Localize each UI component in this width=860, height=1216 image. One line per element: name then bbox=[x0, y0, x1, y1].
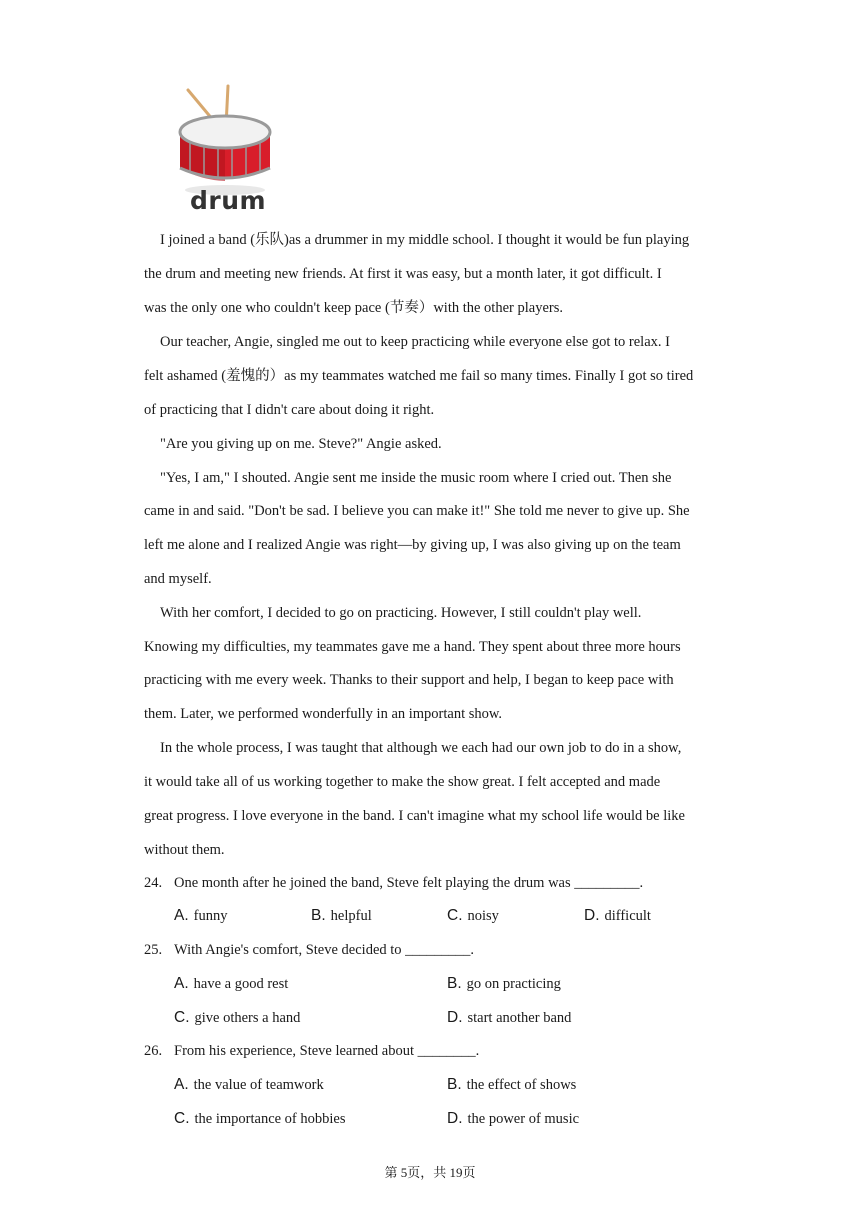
option-letter: A. bbox=[174, 1076, 189, 1093]
option-b[interactable] bbox=[447, 1075, 576, 1095]
option-letter: C. bbox=[447, 907, 463, 924]
passage-line: "Yes, I am," I shouted. Angie sent me inside the music room where I cried out. Then she bbox=[160, 470, 672, 486]
option-letter: B. bbox=[447, 975, 462, 992]
passage-line: it would take all of us working together to make the show great. I felt accepted and made bbox=[144, 774, 661, 790]
option-c[interactable] bbox=[174, 1109, 346, 1129]
passage-line: Our teacher, Angie, singled me out to keep practicing while everyone else got to relax. I bbox=[160, 334, 670, 350]
question-stem: One month after he joined the band, Steve felt playing the drum was _________. bbox=[174, 875, 644, 891]
passage-line: came in and said. "Don't be sad. I believe you can make it!" She told me never to give up. She bbox=[144, 503, 690, 519]
option-d[interactable] bbox=[584, 906, 651, 926]
question-number: 24. bbox=[144, 875, 163, 891]
passage-line: "Are you giving up on me. Steve?" Angie asked. bbox=[160, 436, 442, 452]
option-c[interactable] bbox=[447, 906, 499, 926]
option-text: the value of teamwork bbox=[193, 1077, 324, 1093]
question-number: 25. bbox=[144, 942, 163, 958]
passage-line: In the whole process, I was taught that although we each had our own job to do in a show, bbox=[160, 740, 682, 756]
passage-line: great progress. I love everyone in the band. I can't imagine what my school life would be like bbox=[144, 808, 685, 824]
passage-line: With her comfort, I decided to go on practicing. However, I still couldn't play well. bbox=[160, 605, 642, 621]
question-number: 26. bbox=[144, 1043, 163, 1059]
passage-line: without them. bbox=[144, 842, 225, 858]
option-b[interactable] bbox=[311, 906, 372, 926]
passage-line: Knowing my difficulties, my teammates gave me a hand. They spent about three more hours bbox=[144, 639, 681, 655]
option-letter: B. bbox=[311, 907, 326, 924]
passage-line: left me alone and I realized Angie was right—by giving up, I was also giving up on the team bbox=[144, 537, 681, 553]
option-letter: B. bbox=[447, 1076, 462, 1093]
option-letter: A. bbox=[174, 907, 189, 924]
option-text: helpful bbox=[330, 908, 372, 924]
passage-line: and myself. bbox=[144, 571, 212, 587]
question-stem: From his experience, Steve learned about ________. bbox=[174, 1043, 480, 1059]
option-letter: D. bbox=[584, 907, 600, 924]
option-a[interactable] bbox=[174, 1075, 324, 1095]
option-letter: D. bbox=[447, 1110, 463, 1127]
option-letter: C. bbox=[174, 1009, 190, 1026]
option-text: give others a hand bbox=[194, 1010, 301, 1026]
option-text: the power of music bbox=[467, 1111, 580, 1127]
passage-line: of practicing that I didn't care about doing it right. bbox=[144, 402, 435, 418]
passage-line: them. Later, we performed wonderfully in an important show. bbox=[144, 706, 503, 722]
passage-line: the drum and meeting new friends. At first it was easy, but a month later, it got difficult. I bbox=[144, 266, 662, 282]
option-text: funny bbox=[193, 908, 228, 924]
passage-line: was the only one who couldn't keep pace (节奏）with the other players. bbox=[144, 300, 563, 316]
option-d[interactable] bbox=[447, 1008, 571, 1028]
option-letter: C. bbox=[174, 1110, 190, 1127]
passage-line: practicing with me every week. Thanks to their support and help, I began to keep pace with bbox=[144, 672, 674, 688]
option-text: the effect of shows bbox=[466, 1077, 577, 1093]
option-letter: A. bbox=[174, 975, 189, 992]
option-text: noisy bbox=[467, 908, 499, 924]
option-c[interactable] bbox=[174, 1008, 300, 1028]
option-a[interactable] bbox=[174, 906, 228, 926]
option-b[interactable] bbox=[447, 974, 561, 994]
option-text: difficult bbox=[604, 908, 651, 924]
option-a[interactable] bbox=[174, 974, 288, 994]
passage-line: felt ashamed (羞愧的）as my teammates watched me fail so many times. Finally I got so tired bbox=[144, 368, 694, 384]
option-text: start another band bbox=[467, 1010, 572, 1026]
passage-line: I joined a band (乐队)as a drummer in my middle school. I thought it would be fun playing bbox=[160, 232, 690, 248]
option-letter: D. bbox=[447, 1009, 463, 1026]
figure-caption: drum bbox=[190, 186, 267, 215]
option-text: the importance of hobbies bbox=[194, 1111, 346, 1127]
option-text: go on practicing bbox=[466, 976, 561, 992]
question-stem: With Angie's comfort, Steve decided to _________. bbox=[174, 942, 475, 958]
page-footer: 第 5页，共 19页 bbox=[384, 1165, 476, 1180]
option-text: have a good rest bbox=[193, 976, 289, 992]
option-d[interactable] bbox=[447, 1109, 579, 1129]
